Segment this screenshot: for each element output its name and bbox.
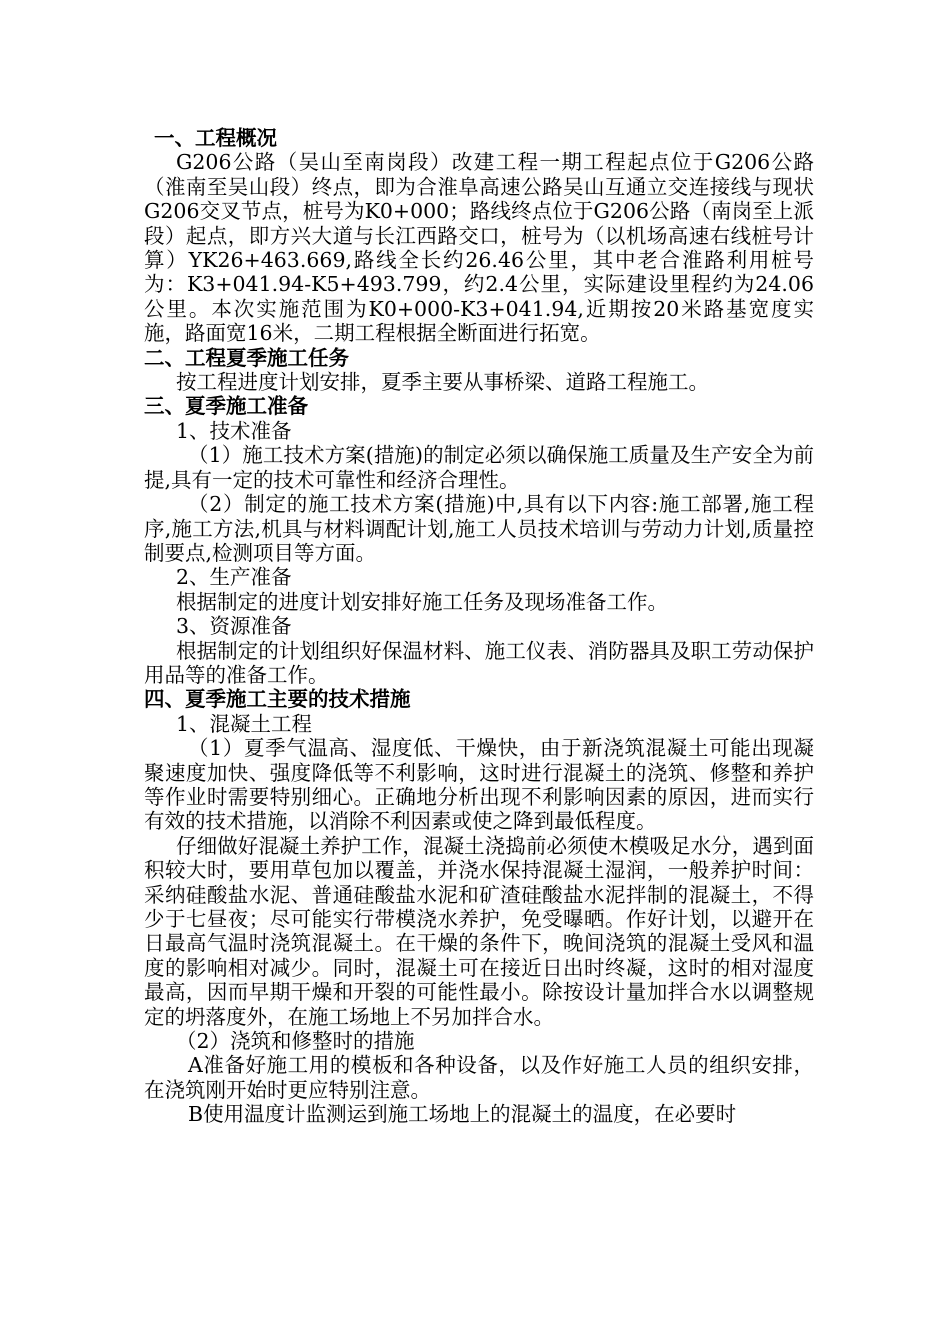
paragraph-concrete-curing: 仔细做好混凝土养护工作，混凝土浇捣前必须使木模吸足水分，遇到面积较大时，要用草包加以覆盖，并浇水保持混凝土湿润，一般养护时间：采纳硅酸盐水泥、普通硅酸盐水泥和矿渣硅酸盐水泥拌制的混凝土，不得少于七昼夜；尽可能实行带模浇水养护，免受曝晒。作好计划，以避开在日最高气温时浇筑混凝土。在干燥的条件下，晚间浇筑的混凝土受风和温度的影响相对减少。同时，混凝土可在接近日出时终凝，这时的相对湿度最高，因而早期干燥和开裂的可能性最小。除按设计量加拌合水以调整规定的坍落度外，在施工场地上不另加拌合水。 bbox=[144, 833, 814, 1029]
subheading-pouring-measures: （2）浇筑和修整时的措施 bbox=[176, 1029, 415, 1054]
paragraph-technical-2: （2）制定的施工技术方案(措施)中,具有以下内容:施工部署,施工程序,施工方法,机具与材料调配计划,施工人员技术培训与劳动力计划,质量控制要点,检测项目等方面。 bbox=[144, 492, 814, 565]
subheading-resource-preparation: 3、资源准备 bbox=[176, 614, 292, 639]
paragraph-pouring-b: B使用温度计监测运到施工场地上的混凝土的温度，在必要时 bbox=[188, 1102, 737, 1127]
paragraph-technical-1: （1）施工技术方案(措施)的制定必须以确保施工质量及生产安全为前提,具有一定的技术可靠性和经济合理性。 bbox=[144, 443, 814, 492]
subheading-technical-preparation: 1、技术准备 bbox=[176, 418, 292, 443]
paragraph-concrete-1: （1）夏季气温高、湿度低、干燥快，由于新浇筑混凝土可能出现凝聚速度加快、强度降低等不利影响，这时进行混凝土的浇筑、修整和养护等作业时需要特别细心。正确地分析出现不利影响因素的原因，进而实行有效的技术措施，以消除不利因素或使之降到最低程度。 bbox=[144, 736, 814, 834]
paragraph-pouring-a: A准备好施工用的模板和各种设备，以及作好施工人员的组织安排，在浇筑刚开始时更应特别注意。 bbox=[144, 1053, 814, 1102]
paragraph-production-preparation: 根据制定的进度计划安排好施工任务及现场准备工作。 bbox=[176, 589, 668, 614]
paragraph-summer-tasks: 按工程进度计划安排，夏季主要从事桥梁、道路工程施工。 bbox=[176, 370, 709, 395]
paragraph-resource-preparation: 根据制定的计划组织好保温材料、施工仪表、消防器具及职工劳动保护用品等的准备工作。 bbox=[144, 638, 814, 687]
heading-technical-measures: 四、夏季施工主要的技术措施 bbox=[144, 687, 411, 712]
document-body bbox=[144, 126, 814, 1127]
heading-project-overview: 一、工程概况 bbox=[154, 126, 277, 150]
heading-summer-preparation: 三、夏季施工准备 bbox=[144, 394, 308, 419]
heading-summer-tasks: 二、工程夏季施工任务 bbox=[144, 345, 349, 370]
subheading-concrete-work: 1、混凝土工程 bbox=[176, 711, 313, 736]
paragraph-project-overview: G206公路（吴山至南岗段）改建工程一期工程起点位于G206公路（淮南至吴山段）终点，即为合淮阜高速公路吴山互通立交连接线与现状G206交叉节点，桩号为K0+000；路线终点位于G206公路（南岗至上派段）起点，即方兴大道与长江西路交口，桩号为（以机场高速右线桩号计算）YK26+463.669,路线全长约26.46公里，其中老合淮路利用桩号为：K3+041.94-K5+493.799，约2.4公里，实际建设里程约为24.06公里。本次实施范围为K0+000-K3+041.94,近期按20米路基宽度实施，路面宽16米，二期工程根据全断面进行拓宽。 bbox=[144, 150, 814, 346]
subheading-production-preparation: 2、生产准备 bbox=[176, 565, 292, 590]
